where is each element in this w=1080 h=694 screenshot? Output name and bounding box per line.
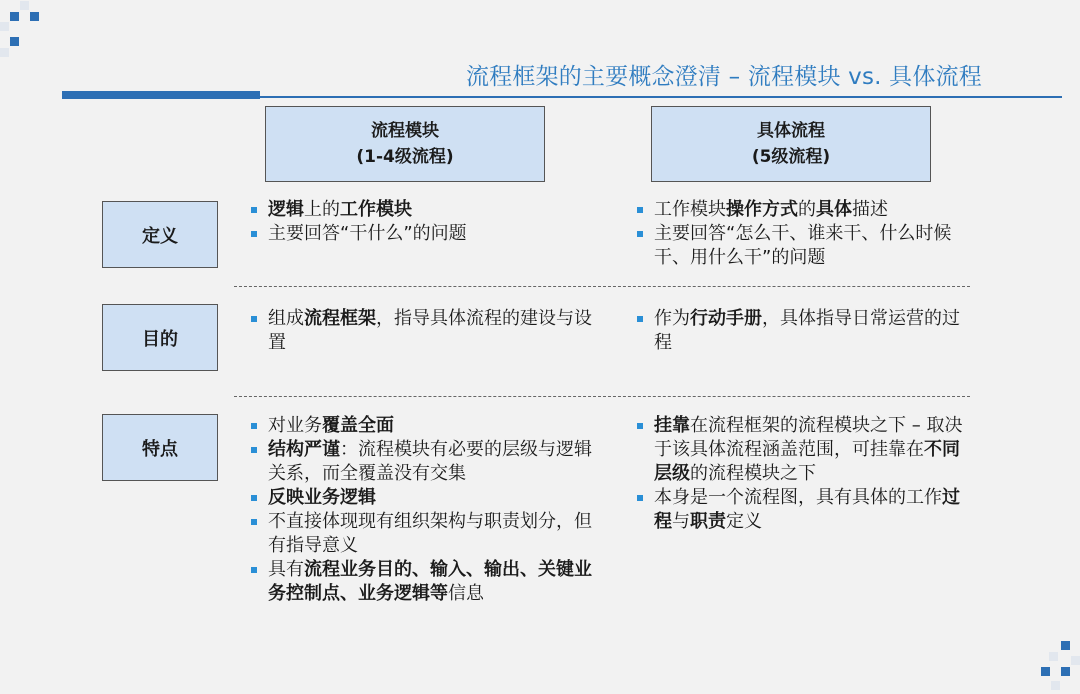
- row-divider: [234, 286, 970, 287]
- bullet-item: [632, 222, 972, 270]
- bullet-item: [632, 414, 972, 486]
- bullet-list: [246, 307, 606, 355]
- bold-text: 挂靠: [654, 415, 690, 436]
- text: 主要回答“干什么”的问题: [268, 223, 467, 244]
- purpose-module-cell: [246, 307, 606, 355]
- text: 组成: [268, 308, 304, 329]
- definition-module-cell: [246, 198, 606, 246]
- bold-text: 职责: [690, 511, 726, 532]
- text: 具有: [268, 559, 304, 580]
- bullet-list: [632, 414, 972, 534]
- text: 与: [672, 511, 690, 532]
- text: ，指导具体流程的建设与设置: [268, 308, 592, 353]
- row-label-features: 特点: [102, 414, 218, 481]
- text: 上的: [304, 199, 340, 220]
- bullet-list: [246, 414, 606, 606]
- text: 在流程框架的流程模块之下 – 取决于该具体流程涵盖范围，可挂靠在: [654, 415, 963, 460]
- column-header-title: 具体流程: [757, 121, 825, 141]
- bullet-item: [246, 510, 606, 558]
- column-header-subtitle: (1-4级流程): [356, 147, 454, 167]
- row-label-purpose: 目的: [102, 304, 218, 371]
- text: 信息: [448, 583, 484, 604]
- text: 主要回答“怎么干、谁来干、什么时候干、用什么干”的问题: [654, 223, 952, 268]
- bullet-item: [246, 222, 606, 246]
- text: 对业务: [268, 415, 322, 436]
- text: 描述: [852, 199, 888, 220]
- bullet-item: [246, 307, 606, 355]
- bold-text: 行动手册: [690, 308, 762, 329]
- row-label-definition: 定义: [102, 201, 218, 268]
- bullet-item: [246, 558, 606, 606]
- text: ：流程模块有必要的层级与逻辑关系，而全覆盖没有交集: [268, 439, 592, 484]
- column-header-title: 流程模块: [371, 121, 439, 141]
- bold-text: 结构严谨: [268, 439, 340, 460]
- definition-process-cell: [632, 198, 972, 270]
- bold-text: 工作模块: [340, 199, 412, 220]
- column-header-process-module: [265, 106, 545, 182]
- text: ，具体指导日常运营的过程: [654, 308, 960, 353]
- title-underline-accent: [62, 91, 260, 99]
- bold-text: 不同层级: [654, 439, 960, 484]
- bold-text: 过程: [654, 487, 960, 532]
- page-title: 流程框架的主要概念澄清 – 流程模块 vs. 具体流程: [465, 64, 982, 90]
- text: 的: [798, 199, 816, 220]
- bold-text: 反映业务逻辑: [268, 487, 376, 508]
- bullet-item: [246, 486, 606, 510]
- bullet-list: [632, 307, 972, 355]
- features-process-cell: [632, 414, 972, 534]
- bold-text: 操作方式: [726, 199, 798, 220]
- bullet-item: [246, 198, 606, 222]
- bullet-item: [246, 414, 606, 438]
- bold-text: 具体: [816, 199, 852, 220]
- column-header-specific-process: [651, 106, 931, 182]
- bullet-list: [246, 198, 606, 246]
- bold-text: 流程框架: [304, 308, 376, 329]
- bold-text: 覆盖全面: [322, 415, 394, 436]
- text: 不直接体现现有组织架构与职责划分，但有指导意义: [268, 511, 592, 556]
- bullet-item: [632, 486, 972, 534]
- bullet-list: [632, 198, 972, 270]
- purpose-process-cell: [632, 307, 972, 355]
- text: 作为: [654, 308, 690, 329]
- column-header-subtitle: (5级流程): [751, 147, 831, 167]
- text: 定义: [726, 511, 762, 532]
- bold-text: 逻辑: [268, 199, 304, 220]
- features-module-cell: [246, 414, 606, 606]
- text: 的流程模块之下: [690, 463, 816, 484]
- text: 工作模块: [654, 199, 726, 220]
- row-divider: [234, 396, 970, 397]
- bullet-item: [246, 438, 606, 486]
- bold-text: 流程业务目的、输入、输出、关键业务控制点、业务逻辑等: [268, 559, 592, 604]
- bullet-item: [632, 198, 972, 222]
- text: 本身是一个流程图，具有具体的工作: [654, 487, 942, 508]
- bullet-item: [632, 307, 972, 355]
